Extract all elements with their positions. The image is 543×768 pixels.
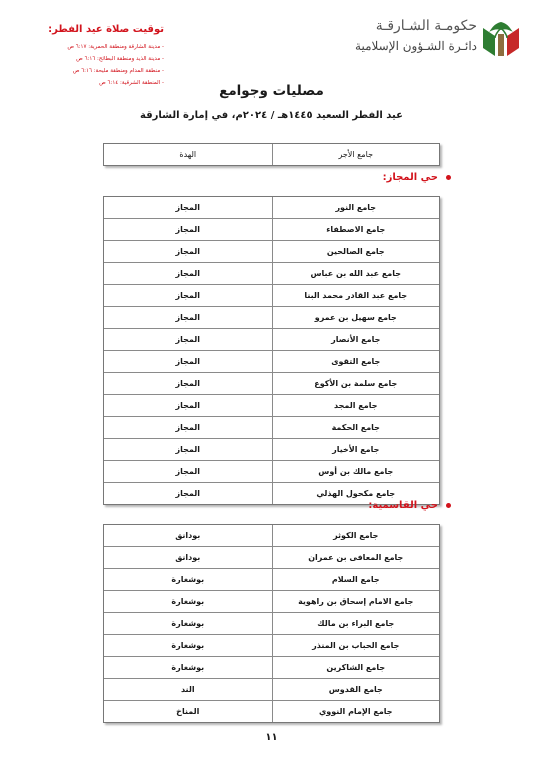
mosque-name-cell: جامع الاصطفاء [272, 219, 440, 240]
header-table [103, 143, 440, 166]
mosque-name-cell: جامع المعافى بن عمران [272, 547, 440, 568]
area-name-cell: المجاز [175, 423, 200, 432]
mosque-name-cell: جامع الإمام النووي [272, 701, 440, 722]
prayer-timing-line: - مدينة الشارقة ومنطقة الحمرية: ٦:١٧ ص [67, 44, 164, 50]
table-row [104, 351, 439, 373]
column-header-area: الهدة [179, 150, 197, 159]
mosque-name-cell: جامع سلمة بن الأكوع [272, 373, 440, 394]
area-name-cell: المجاز [175, 357, 200, 366]
mosque-name-cell: جامع الحباب بن المنذر [272, 635, 440, 656]
area-name-cell: المجاز [175, 313, 200, 322]
mosque-name-cell: جامع القدوس [272, 679, 440, 700]
mosque-name-cell: جامع البراء بن مالك [272, 613, 440, 634]
area-name-cell: بودانق [175, 553, 201, 562]
table-row [104, 395, 439, 417]
column-header-mosque: جامع الأجر [272, 144, 440, 165]
area-name-cell: الند [180, 685, 195, 694]
table-row [104, 635, 439, 657]
table-row [104, 569, 439, 591]
area-name-cell: المجاز [175, 445, 200, 454]
area-name-cell: المجاز [175, 203, 200, 212]
prayer-timing-line: - منطقة المدام ومنطقة مليحة: ٦:١٦ ص [72, 68, 164, 74]
area-name-cell: المجاز [175, 335, 200, 344]
table-row [104, 241, 439, 263]
area-name-cell: بوشغارة [171, 597, 205, 606]
mosque-name-cell: جامع عبد الله بن عباس [272, 263, 440, 284]
area-name-cell: المجاز [175, 247, 200, 256]
table-row [104, 461, 439, 483]
page-title: مصليات وجوامع [219, 83, 324, 99]
section-heading [368, 500, 451, 511]
mosque-name-cell: جامع عبد القادر محمد البنا [272, 285, 440, 306]
bullet-icon [446, 175, 451, 180]
table-row [104, 657, 439, 679]
table-row [104, 219, 439, 241]
mosque-name-cell: جامع الحكمة [272, 417, 440, 438]
table-row [104, 307, 439, 329]
table-row [104, 439, 439, 461]
area-name-cell: المجاز [175, 489, 200, 498]
mosque-name-cell: جامع السلام [272, 569, 440, 590]
table-row [104, 591, 439, 613]
area-name-cell: بوشغارة [171, 663, 205, 672]
prayer-timing-title: توقيت صلاة عيد الفطر: [48, 24, 164, 35]
logo [351, 18, 521, 58]
table-row [104, 547, 439, 569]
mosque-name-cell: جامع مالك بن أوس [272, 461, 440, 482]
table-row [104, 613, 439, 635]
mosque-name-cell: جامع مكحول الهذلي [272, 483, 440, 504]
mosque-name-cell: جامع سهيل بن عمرو [272, 307, 440, 328]
area-name-cell: بوشغارة [171, 641, 205, 650]
prayer-timing-line: - مدينة الذيد ومنطقة البطائح: ٦:١٦ ص [76, 56, 164, 62]
area-name-cell: المجاز [175, 225, 200, 234]
section-label: حي القاسمية: [368, 500, 438, 511]
mosque-name-cell: جامع الصالحين [272, 241, 440, 262]
area-name-cell: المجاز [175, 291, 200, 300]
section-label: حي المجاز: [382, 172, 438, 183]
table-row [104, 373, 439, 395]
table-row [104, 329, 439, 351]
area-name-cell: بوشغارة [171, 619, 205, 628]
table-row [104, 701, 439, 722]
emirate-emblem-icon [481, 18, 521, 58]
government-name: حكومـة الشـارقـة [375, 18, 477, 34]
table-header-row [104, 144, 439, 165]
prayer-timing-line: - المنطقة الشرقية: ٦:١٤ ص [99, 80, 164, 86]
table-row [104, 525, 439, 547]
area-name-cell: المجاز [175, 269, 200, 278]
area-name-cell: المجاز [175, 401, 200, 410]
section-heading [383, 172, 451, 183]
mosque-name-cell: جامع الأخيار [272, 439, 440, 460]
mosque-name-cell: جامع النور [272, 197, 440, 218]
table-row [104, 679, 439, 701]
mosque-name-cell: جامع المجد [272, 395, 440, 416]
prayer-timing-box [14, 24, 164, 89]
mosque-table [103, 196, 440, 505]
page-number: ١١ [265, 732, 278, 743]
area-name-cell: بوشغارة [171, 575, 205, 584]
table-row [104, 417, 439, 439]
mosque-name-cell: جامع التقوى [272, 351, 440, 372]
mosque-name-cell: جامع الشاكرين [272, 657, 440, 678]
area-name-cell: المجاز [175, 467, 200, 476]
area-name-cell: بودانق [175, 531, 201, 540]
table-row [104, 263, 439, 285]
mosque-name-cell: جامع الكوثر [272, 525, 440, 546]
page-subtitle: عيد الفطر السعيد ١٤٤٥هـ / ٢٠٢٤م، في إمارة الشارقة [140, 110, 403, 121]
table-row [104, 197, 439, 219]
table-row [104, 285, 439, 307]
mosque-table [103, 524, 440, 723]
department-name: دائـرة الشـؤون الإسلامية [355, 39, 477, 53]
area-name-cell: المناخ [176, 707, 200, 716]
mosque-name-cell: جامع الأنصار [272, 329, 440, 350]
mosque-name-cell: جامع الامام إسحاق بن راهوية [272, 591, 440, 612]
area-name-cell: المجاز [175, 379, 200, 388]
bullet-icon [446, 503, 451, 508]
